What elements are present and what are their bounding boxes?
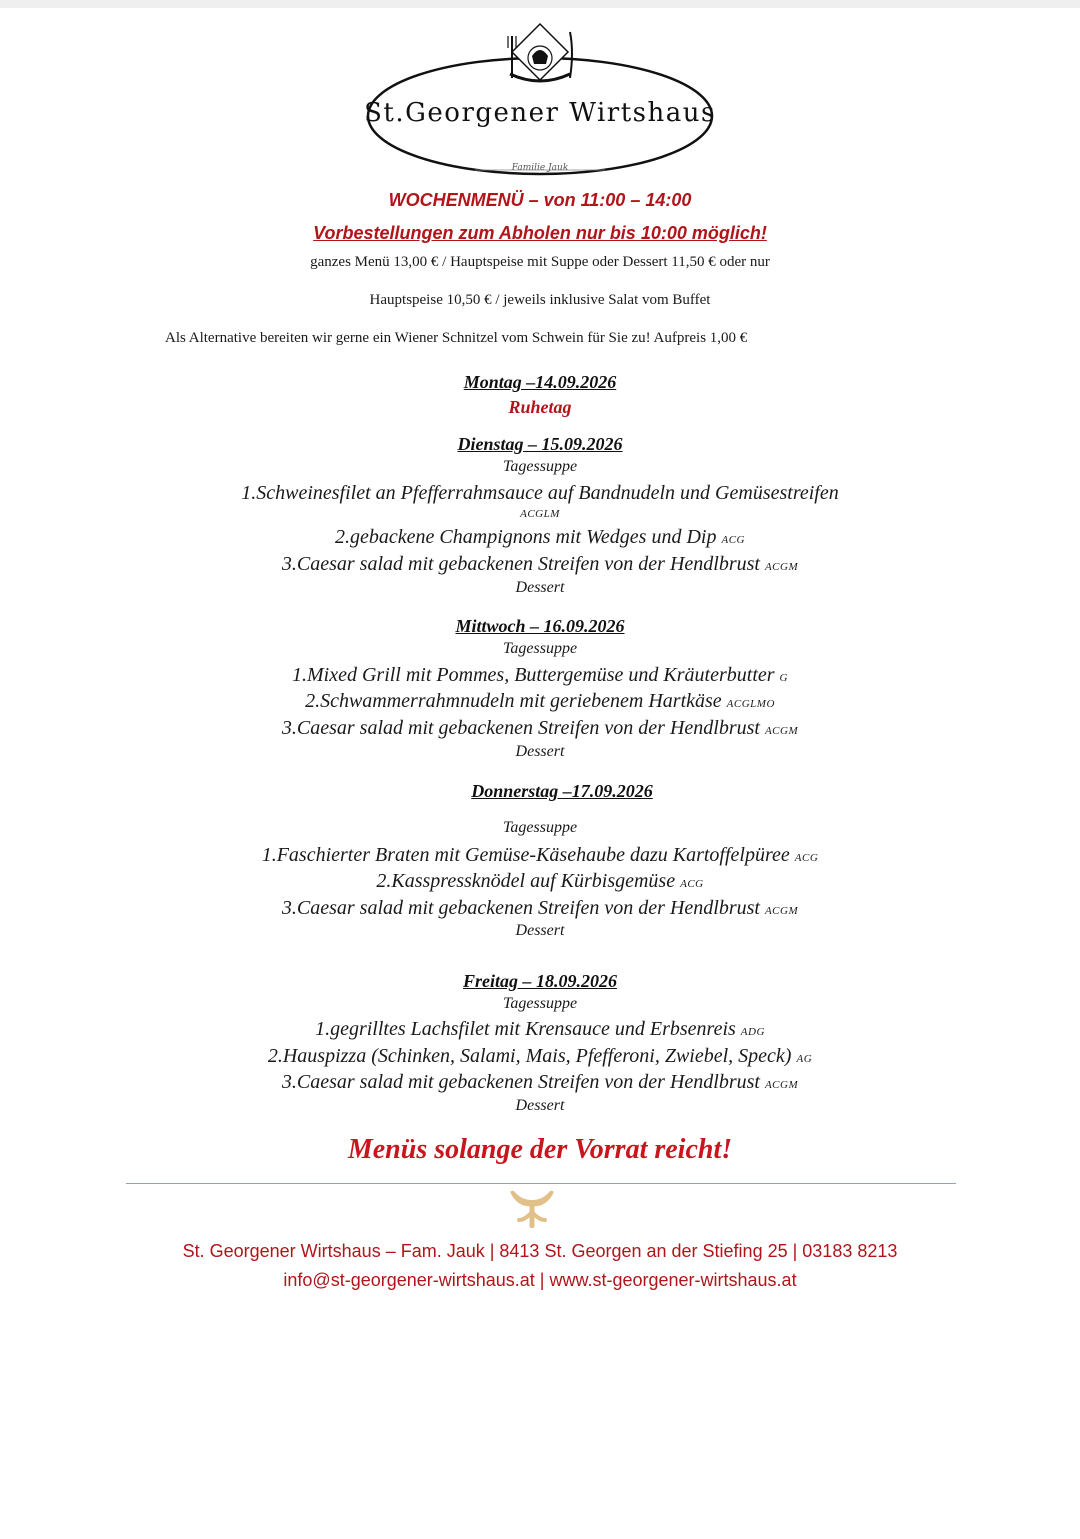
dish-item: 3.Caesar salad mit gebackenen Streifen von der Hendlbrust ACGM <box>281 717 799 739</box>
dish-item: 2.Schwammerrahmnudeln mit geriebenem Hartkäse ACGLMO <box>305 690 775 712</box>
restaurant-logo <box>360 18 720 190</box>
day-title-wednesday: Mittwoch – 16.09.2026 <box>455 616 625 636</box>
dessert-label: Dessert <box>515 1097 565 1114</box>
day-title-friday: Freitag – 18.09.2026 <box>462 971 617 991</box>
dish-item: 2.Hauspizza (Schinken, Salami, Mais, Pfefferoni, Zwiebel, Speck) AG <box>267 1045 813 1067</box>
dessert-label: Dessert <box>515 922 565 939</box>
preorder-notice: Vorbestellungen zum Abholen nur bis 10:00 möglich! <box>313 223 767 243</box>
prices-line-2: Hauptspeise 10,50 € / jeweils inklusive Salat vom Buffet <box>369 292 711 308</box>
allergen-codes: ACG <box>794 852 819 864</box>
allergen-codes: ADG <box>740 1026 765 1038</box>
day-title-monday: Montag –14.09.2026 <box>463 372 617 392</box>
dish-item: 1.Faschierter Braten mit Gemüse-Käsehaube dazu Kartoffelpüree ACG <box>261 844 819 866</box>
allergen-codes: ACGM <box>764 561 799 573</box>
dish-item: 3.Caesar salad mit gebackenen Streifen von der Hendlbrust ACGM <box>281 553 799 575</box>
dessert-label: Dessert <box>515 579 565 596</box>
day-title-tuesday: Dienstag – 15.09.2026 <box>457 434 623 454</box>
soup-label: Tagessuppe <box>502 640 578 657</box>
allergen-codes: ACGM <box>764 905 799 917</box>
allergen-codes: AG <box>796 1053 813 1065</box>
allergen-codes: ACGM <box>764 725 799 737</box>
logo-subtitle: Familie Jauk <box>511 163 569 173</box>
allergen-codes: ACG <box>721 534 745 546</box>
menu-title: WOCHENMENÜ – von 11:00 – 14:00 <box>388 190 692 210</box>
footer-contact: info@st-georgener-wirtshaus.at | www.st-georgener-wirtshaus.at <box>283 1270 797 1290</box>
logo-title: St.Georgener Wirtshaus <box>364 98 716 128</box>
allergen-codes: ACG <box>680 878 704 890</box>
top-bar <box>0 0 1080 8</box>
ornament-icon <box>505 1186 559 1228</box>
day-title-thursday: Donnerstag –17.09.2026 <box>471 781 653 801</box>
allergen-codes: G <box>779 672 788 684</box>
soup-label: Tagessuppe <box>502 819 578 836</box>
dish-item: 2.Kasspressknödel auf Kürbisgemüse ACG <box>376 870 704 892</box>
dish-item: 1.Schweinesfilet an Pfefferrahmsauce auf Bandnudeln und Gemüsestreifen <box>241 482 839 504</box>
dessert-label: Dessert <box>515 743 565 760</box>
soup-label: Tagessuppe <box>502 458 578 475</box>
alternative-note: Als Alternative bereiten wir gerne ein Wiener Schnitzel vom Schwein für Sie zu! Aufpreis 1,00 € <box>165 330 748 346</box>
slogan: Menüs solange der Vorrat reicht! <box>347 1134 733 1165</box>
dish-item: 3.Caesar salad mit gebackenen Streifen von der Hendlbrust ACGM <box>281 1071 799 1093</box>
allergen-codes: ACGLM <box>520 508 560 520</box>
soup-label: Tagessuppe <box>502 995 578 1012</box>
rest-day-label: Ruhetag <box>508 397 572 417</box>
footer-address: St. Georgener Wirtshaus – Fam. Jauk | 8413 St. Georgen an der Stiefing 25 | 03183 8213 <box>182 1241 898 1261</box>
divider-line <box>126 1183 956 1184</box>
dish-item: 1.Mixed Grill mit Pommes, Buttergemüse und Kräuterbutter G <box>292 664 788 686</box>
dish-item: 3.Caesar salad mit gebackenen Streifen von der Hendlbrust ACGM <box>281 897 799 919</box>
dish-item: 1.gegrilltes Lachsfilet mit Krensauce und Erbsenreis ADG <box>315 1018 765 1040</box>
allergen-codes: ACGLMO <box>726 698 775 710</box>
prices-line-1: ganzes Menü 13,00 € / Hauptspeise mit Suppe oder Dessert 11,50 € oder nur <box>310 254 770 270</box>
dish-item: 2.gebackene Champignons mit Wedges und Dip ACG <box>335 526 745 548</box>
allergen-codes: ACGM <box>764 1079 799 1091</box>
